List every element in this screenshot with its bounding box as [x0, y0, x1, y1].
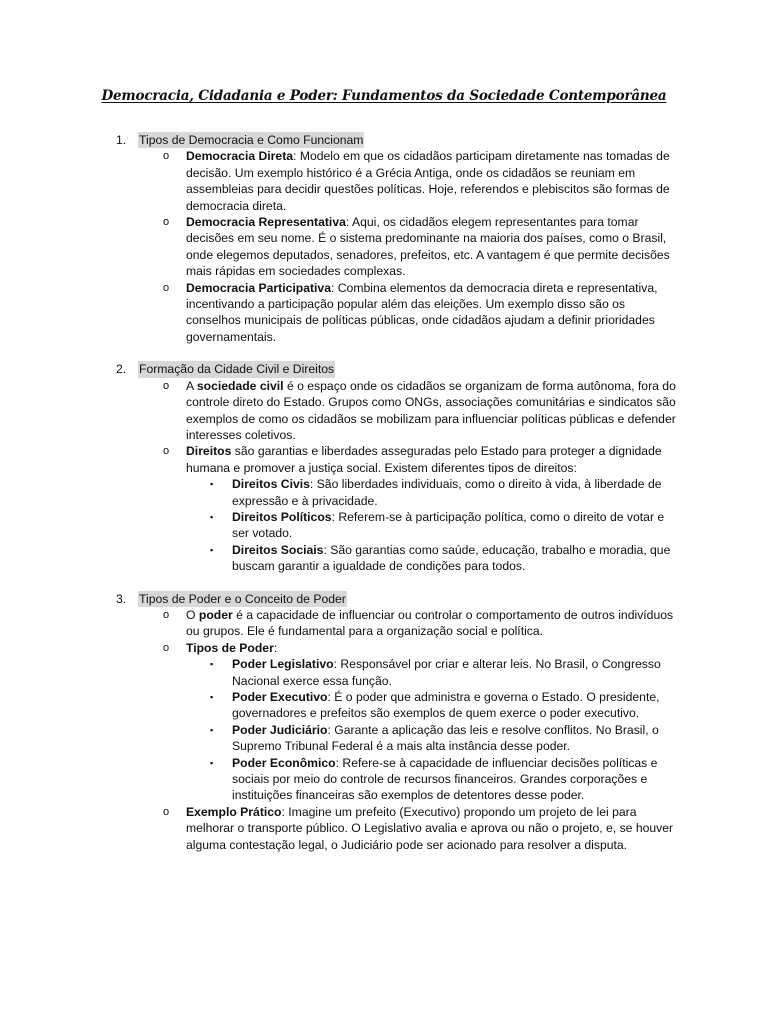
square-bullet-icon: ▪: [210, 544, 214, 555]
sub-bullet-list: [186, 656, 676, 804]
square-bullet-icon: ▪: [210, 511, 214, 522]
document-body: [116, 132, 676, 869]
bullet-list: [116, 148, 676, 345]
section-democracy-types: [116, 132, 676, 345]
list-item-direct-democracy: [116, 148, 676, 214]
circle-bullet-icon: o: [163, 281, 170, 294]
section-number: 1.: [116, 133, 127, 147]
item-text: : Refere-se à capacidade de influenciar decisões políticas e sociais por meio do controle de recursos financeiros. Grandes corporações e instituições financeiras são exemplos de detentores desse poder.: [232, 755, 658, 803]
circle-bullet-icon: o: [163, 150, 170, 163]
item-text: : Modelo em que os cidadãos participam diretamente nas tomadas de decisão. Um exemplo histórico é a Grécia Antiga, onde os cidadãos se reuniam em assembleias para decidir questões políticas. Hoje, referendos e plebiscitos são formas de democracia direta.: [186, 149, 670, 213]
section-heading: [116, 591, 676, 607]
section-heading: [116, 361, 676, 377]
item-text: é a capacidade de influenciar ou controlar o comportamento de outros indivíduos ou grupos. Ele é fundamental para a organização social e política.: [186, 607, 674, 639]
term: Poder Econômico: [232, 755, 336, 770]
section-power: [116, 591, 676, 854]
square-bullet-icon: ▪: [210, 659, 214, 670]
sub-bullet-list: [186, 476, 676, 574]
term: Democracia Participativa: [186, 280, 331, 295]
term: Poder Legislativo: [232, 657, 334, 672]
item-text: : Referem-se à participação política, como o direito de votar e ser votado.: [232, 509, 665, 541]
sub-item-social-rights: [186, 542, 676, 575]
section-title: Formação da Cidade Civil e Direitos: [139, 362, 335, 377]
item-text: :: [273, 640, 278, 655]
section-number: 2.: [116, 362, 127, 377]
item-text: : Combina elementos da democracia direta e representativa, incentivando a participação popular além das eleições. Um exemplo disso são os conselhos municipais de políticas públicas, onde cidadãos ajudam a definir prioridades governamentais.: [186, 280, 658, 344]
sub-item-political-rights: [186, 509, 676, 542]
circle-bullet-icon: o: [163, 445, 170, 458]
square-bullet-icon: ▪: [210, 479, 214, 490]
bullet-list: [116, 378, 676, 575]
sub-item-judiciary: [186, 722, 676, 755]
square-bullet-icon: ▪: [210, 692, 214, 702]
document-title: Democracia, Cidadania e Poder: Fundamentos da Sociedade Contemporânea: [101, 88, 667, 104]
item-text: : Garante a aplicação das leis e resolve conflitos. No Brasil, o Supremo Tribunal Federal é a mais alta instância desse poder.: [232, 722, 659, 754]
section-title: Tipos de Democracia e Como Funcionam: [139, 133, 364, 147]
term: sociedade civil: [196, 378, 284, 393]
list-item-participatory-democracy: [116, 280, 676, 346]
list-item-practical-example: [116, 804, 676, 853]
list-item-representative-democracy: [116, 214, 676, 280]
square-bullet-icon: ▪: [210, 757, 214, 768]
term: Democracia Representativa: [186, 215, 346, 230]
list-item-power-definition: [116, 607, 676, 640]
section-title: Tipos de Poder e o Conceito de Poder: [139, 591, 346, 606]
term: Direitos: [186, 444, 232, 459]
section-civil-society-rights: [116, 361, 676, 574]
item-prefix: O: [186, 607, 199, 622]
section-number: 3.: [116, 591, 127, 606]
circle-bullet-icon: o: [163, 379, 170, 392]
circle-bullet-icon: o: [163, 805, 170, 818]
sub-item-economic: [186, 755, 676, 804]
list-item-rights: [116, 443, 676, 574]
item-text: : É o poder que administra e governa o Estado. O presidente, governadores e prefeitos são exemplos de quem exerce o poder executivo.: [232, 690, 660, 721]
term: Democracia Direta: [186, 149, 294, 164]
circle-bullet-icon: o: [163, 216, 170, 229]
bullet-list: [116, 607, 676, 853]
term: Exemplo Prático: [186, 804, 282, 819]
term: Poder Executivo: [232, 690, 328, 704]
circle-bullet-icon: o: [163, 608, 170, 621]
sub-item-legislative: [186, 656, 676, 689]
item-text: : Responsável por criar e alterar leis. No Brasil, o Congresso Nacional exerce essa função.: [232, 657, 661, 688]
item-prefix: A: [186, 378, 197, 393]
term: Poder Judiciário: [232, 722, 328, 737]
sub-item-executive: [186, 689, 676, 722]
list-item-civil-society: [116, 378, 676, 444]
list-item-power-types: [116, 640, 676, 804]
item-text: : Aqui, os cidadãos elegem representantes para tomar decisões em seu nome. É o sistema predominante na maioria dos países, como o Brasil, onde elegemos deputados, senadores, prefeitos, etc. A vantagem é que permite decisões mais rápidas em sociedades complexas.: [186, 215, 670, 279]
term: Tipos de Poder: [186, 640, 274, 655]
term: poder: [198, 607, 233, 622]
item-text: são garantias e liberdades asseguradas pelo Estado para proteger a dignidade humana e promover a justiça social. Existem diferentes tipos de direitos:: [186, 444, 662, 475]
square-bullet-icon: ▪: [210, 724, 214, 735]
item-text: é o espaço onde os cidadãos se organizam de forma autônoma, fora do controle direto do Estado. Grupos como ONGs, associações comunitárias e sindicatos são exemplos de como os cidadãos se mobilizam para influenciar políticas públicas e defender interesses coletivos.: [186, 378, 676, 442]
item-text: : São liberdades individuais, como o direito à vida, à liberdade de expressão e à privacidade.: [232, 477, 662, 508]
term: Direitos Políticos: [232, 509, 332, 524]
section-heading: [116, 132, 676, 148]
sub-item-civil-rights: [186, 476, 676, 509]
circle-bullet-icon: o: [163, 641, 170, 654]
term: Direitos Sociais: [232, 542, 324, 557]
item-text: : São garantias como saúde, educação, trabalho e moradia, que buscam garantir a igualdade de condições para todos.: [232, 542, 671, 574]
term: Direitos Civis: [232, 477, 310, 492]
item-text: : Imagine um prefeito (Executivo) propondo um projeto de lei para melhorar o transporte público. O Legislativo avalia e aprova ou não o projeto, e, se houver alguma contestação legal, o Judiciário pode ser acionado para resolver a disputa.: [186, 804, 674, 852]
